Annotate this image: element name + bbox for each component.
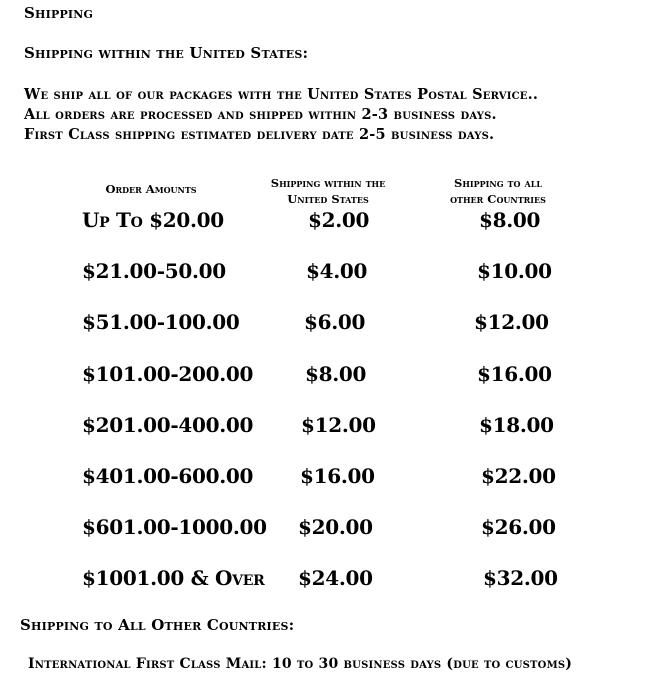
order-range: $21.00-50.00 bbox=[82, 259, 226, 283]
us-rate: $24.00 bbox=[298, 566, 373, 590]
us-rate: $8.00 bbox=[305, 362, 367, 386]
column-header-intl-shipping bbox=[428, 175, 568, 207]
column-header-us-shipping bbox=[248, 175, 408, 207]
order-range: Up To $20.00 bbox=[82, 208, 224, 232]
us-rate: $16.00 bbox=[300, 464, 375, 488]
intl-rate: $12.00 bbox=[474, 310, 549, 334]
order-range: $1001.00 & Over bbox=[82, 566, 265, 590]
intl-section-heading: Shipping to All Other Countries: bbox=[20, 616, 295, 634]
order-range: $601.00-1000.00 bbox=[82, 515, 267, 539]
column-header-us-line2: United States bbox=[287, 192, 369, 206]
column-header-us-line1: Shipping within the bbox=[270, 176, 386, 190]
us-rate: $6.00 bbox=[304, 310, 366, 334]
intl-rate: $8.00 bbox=[479, 208, 541, 232]
intl-rate: $32.00 bbox=[483, 566, 558, 590]
us-info-line-carrier: We ship all of our packages with the United States Postal Service.. bbox=[24, 86, 539, 103]
us-info-line-processing: All orders are processed and shipped within 2-3 business days. bbox=[24, 106, 497, 123]
column-header-intl-line1: Shipping to all bbox=[454, 176, 542, 190]
order-range: $201.00-400.00 bbox=[82, 413, 254, 437]
us-rate: $2.00 bbox=[308, 208, 370, 232]
column-header-intl-line2: other Countries bbox=[450, 192, 546, 206]
page-title: Shipping bbox=[24, 4, 94, 22]
intl-rate: $26.00 bbox=[481, 515, 556, 539]
column-header-order-amounts: Order Amounts bbox=[105, 182, 197, 196]
intl-rate: $10.00 bbox=[477, 259, 552, 283]
us-section-heading: Shipping within the United States: bbox=[24, 44, 309, 62]
us-rate: $20.00 bbox=[298, 515, 373, 539]
intl-rate: $18.00 bbox=[479, 413, 554, 437]
intl-rate: $16.00 bbox=[477, 362, 552, 386]
us-rate: $4.00 bbox=[306, 259, 368, 283]
us-rate: $12.00 bbox=[301, 413, 376, 437]
intl-rate: $22.00 bbox=[481, 464, 556, 488]
intl-info-line: International First Class Mail: 10 to 30 business days (due to customs) bbox=[28, 656, 573, 672]
order-range: $401.00-600.00 bbox=[82, 464, 254, 488]
order-range: $51.00-100.00 bbox=[82, 310, 240, 334]
us-info-line-delivery: First Class shipping estimated delivery date 2-5 business days. bbox=[24, 126, 495, 143]
order-range: $101.00-200.00 bbox=[82, 362, 254, 386]
